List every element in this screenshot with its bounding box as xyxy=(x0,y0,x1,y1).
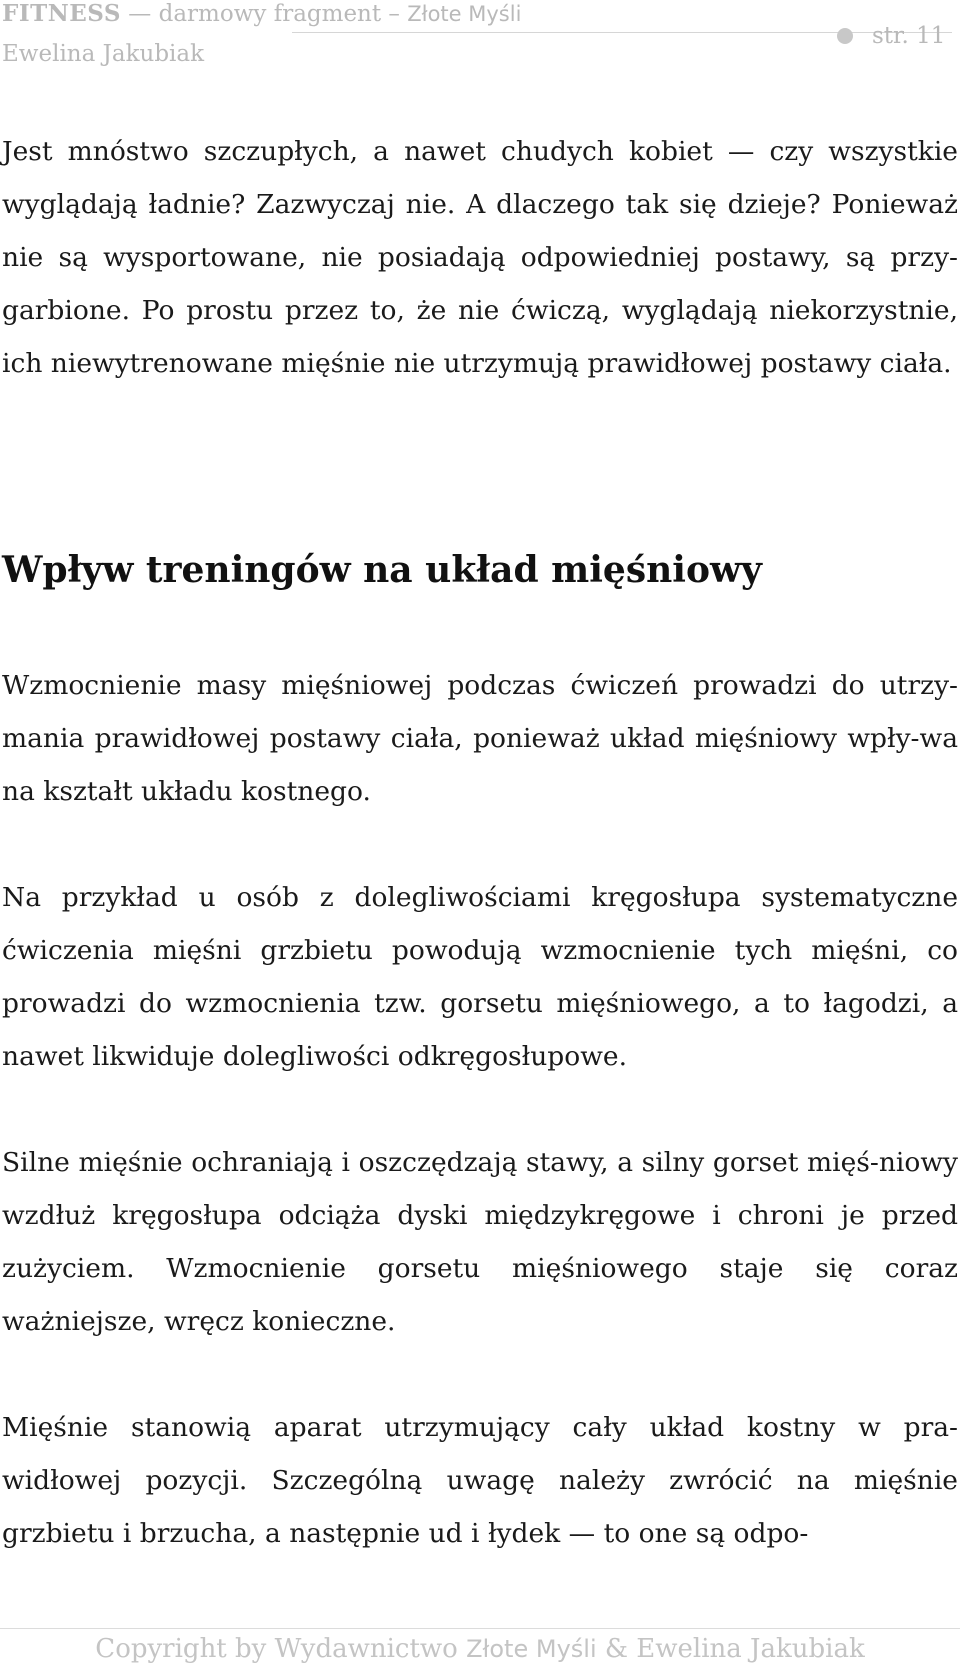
body-paragraph: Silne mięśnie ochraniają i oszczędzają stawy, a silny gorset mięś-niowy wzdłuż kręgosłupa odciąża dyski międzykręgowe i chroni je przed zużyciem. Wzmocnienie gorsetu mięśniowego staje się coraz ważniejsze, wręcz konieczne. xyxy=(2,1147,958,1337)
header-title-line xyxy=(2,0,521,28)
footer-publisher: Złote Myśli xyxy=(466,1635,597,1663)
intro-block xyxy=(2,125,958,390)
page-footer xyxy=(0,1633,960,1665)
body-paragraph: Na przykład u osób z dolegliwościami kręgosłupa systematyczne ćwiczenia mięśni grzbietu powodują wzmocnienie tych mięśni, co prowadzi do wzmocnienia tzw. gorsetu mięśniowego, a to łagodzi, a nawet likwiduje dolegliwości odkręgosłupowe. xyxy=(2,882,958,1072)
header-divider xyxy=(292,32,952,33)
header-dash: – xyxy=(388,1,400,27)
page-number: str. 11 xyxy=(872,23,946,49)
fragment-label: darmowy fragment xyxy=(158,1,382,27)
intro-paragraph: Jest mnóstwo szczupłych, a nawet chudych kobiet — czy wszystkie wyglądają ładnie? Zazwyczaj nie. A dlaczego tak się dzieje? Ponieważ nie są wysportowane, nie posiadają odpowiedniej postawy, są przy-garbione. Po prostu przez to, że nie ćwiczą, wyglądają niekorzystnie, ich niewytrenowane mięśnie nie utrzymują prawidłowej postawy ciała. xyxy=(2,136,958,379)
footer-author: Ewelina Jakubiak xyxy=(636,1634,865,1664)
footer-amp: & xyxy=(604,1634,629,1664)
page-header xyxy=(2,0,952,80)
author-name: Ewelina Jakubiak xyxy=(2,41,205,67)
section-heading: Wpływ treningów na układ mięśniowy xyxy=(2,549,762,591)
publisher-name: Złote Myśli xyxy=(407,2,522,26)
body-paragraph: Wzmocnienie masy mięśniowej podczas ćwiczeń prowadzi do utrzy-mania prawidłowej postawy ciała, ponieważ układ mięśniowy wpły-wa na kształt układu kostnego. xyxy=(2,670,958,807)
footer-divider xyxy=(0,1628,960,1629)
section-body xyxy=(2,659,958,1560)
header-dash: — xyxy=(128,1,152,27)
bullet-dot-icon xyxy=(837,28,853,44)
copyright-text: Copyright by Wydawnictwo xyxy=(95,1634,458,1664)
book-title: FITNESS xyxy=(2,0,121,27)
body-paragraph: Mięśnie stanowią aparat utrzymujący cały układ kostny w pra-widłowej pozycji. Szczególną uwagę należy zwrócić na mięśnie grzbietu i brzucha, a następnie ud i łydek — to one są odpo- xyxy=(2,1412,958,1549)
